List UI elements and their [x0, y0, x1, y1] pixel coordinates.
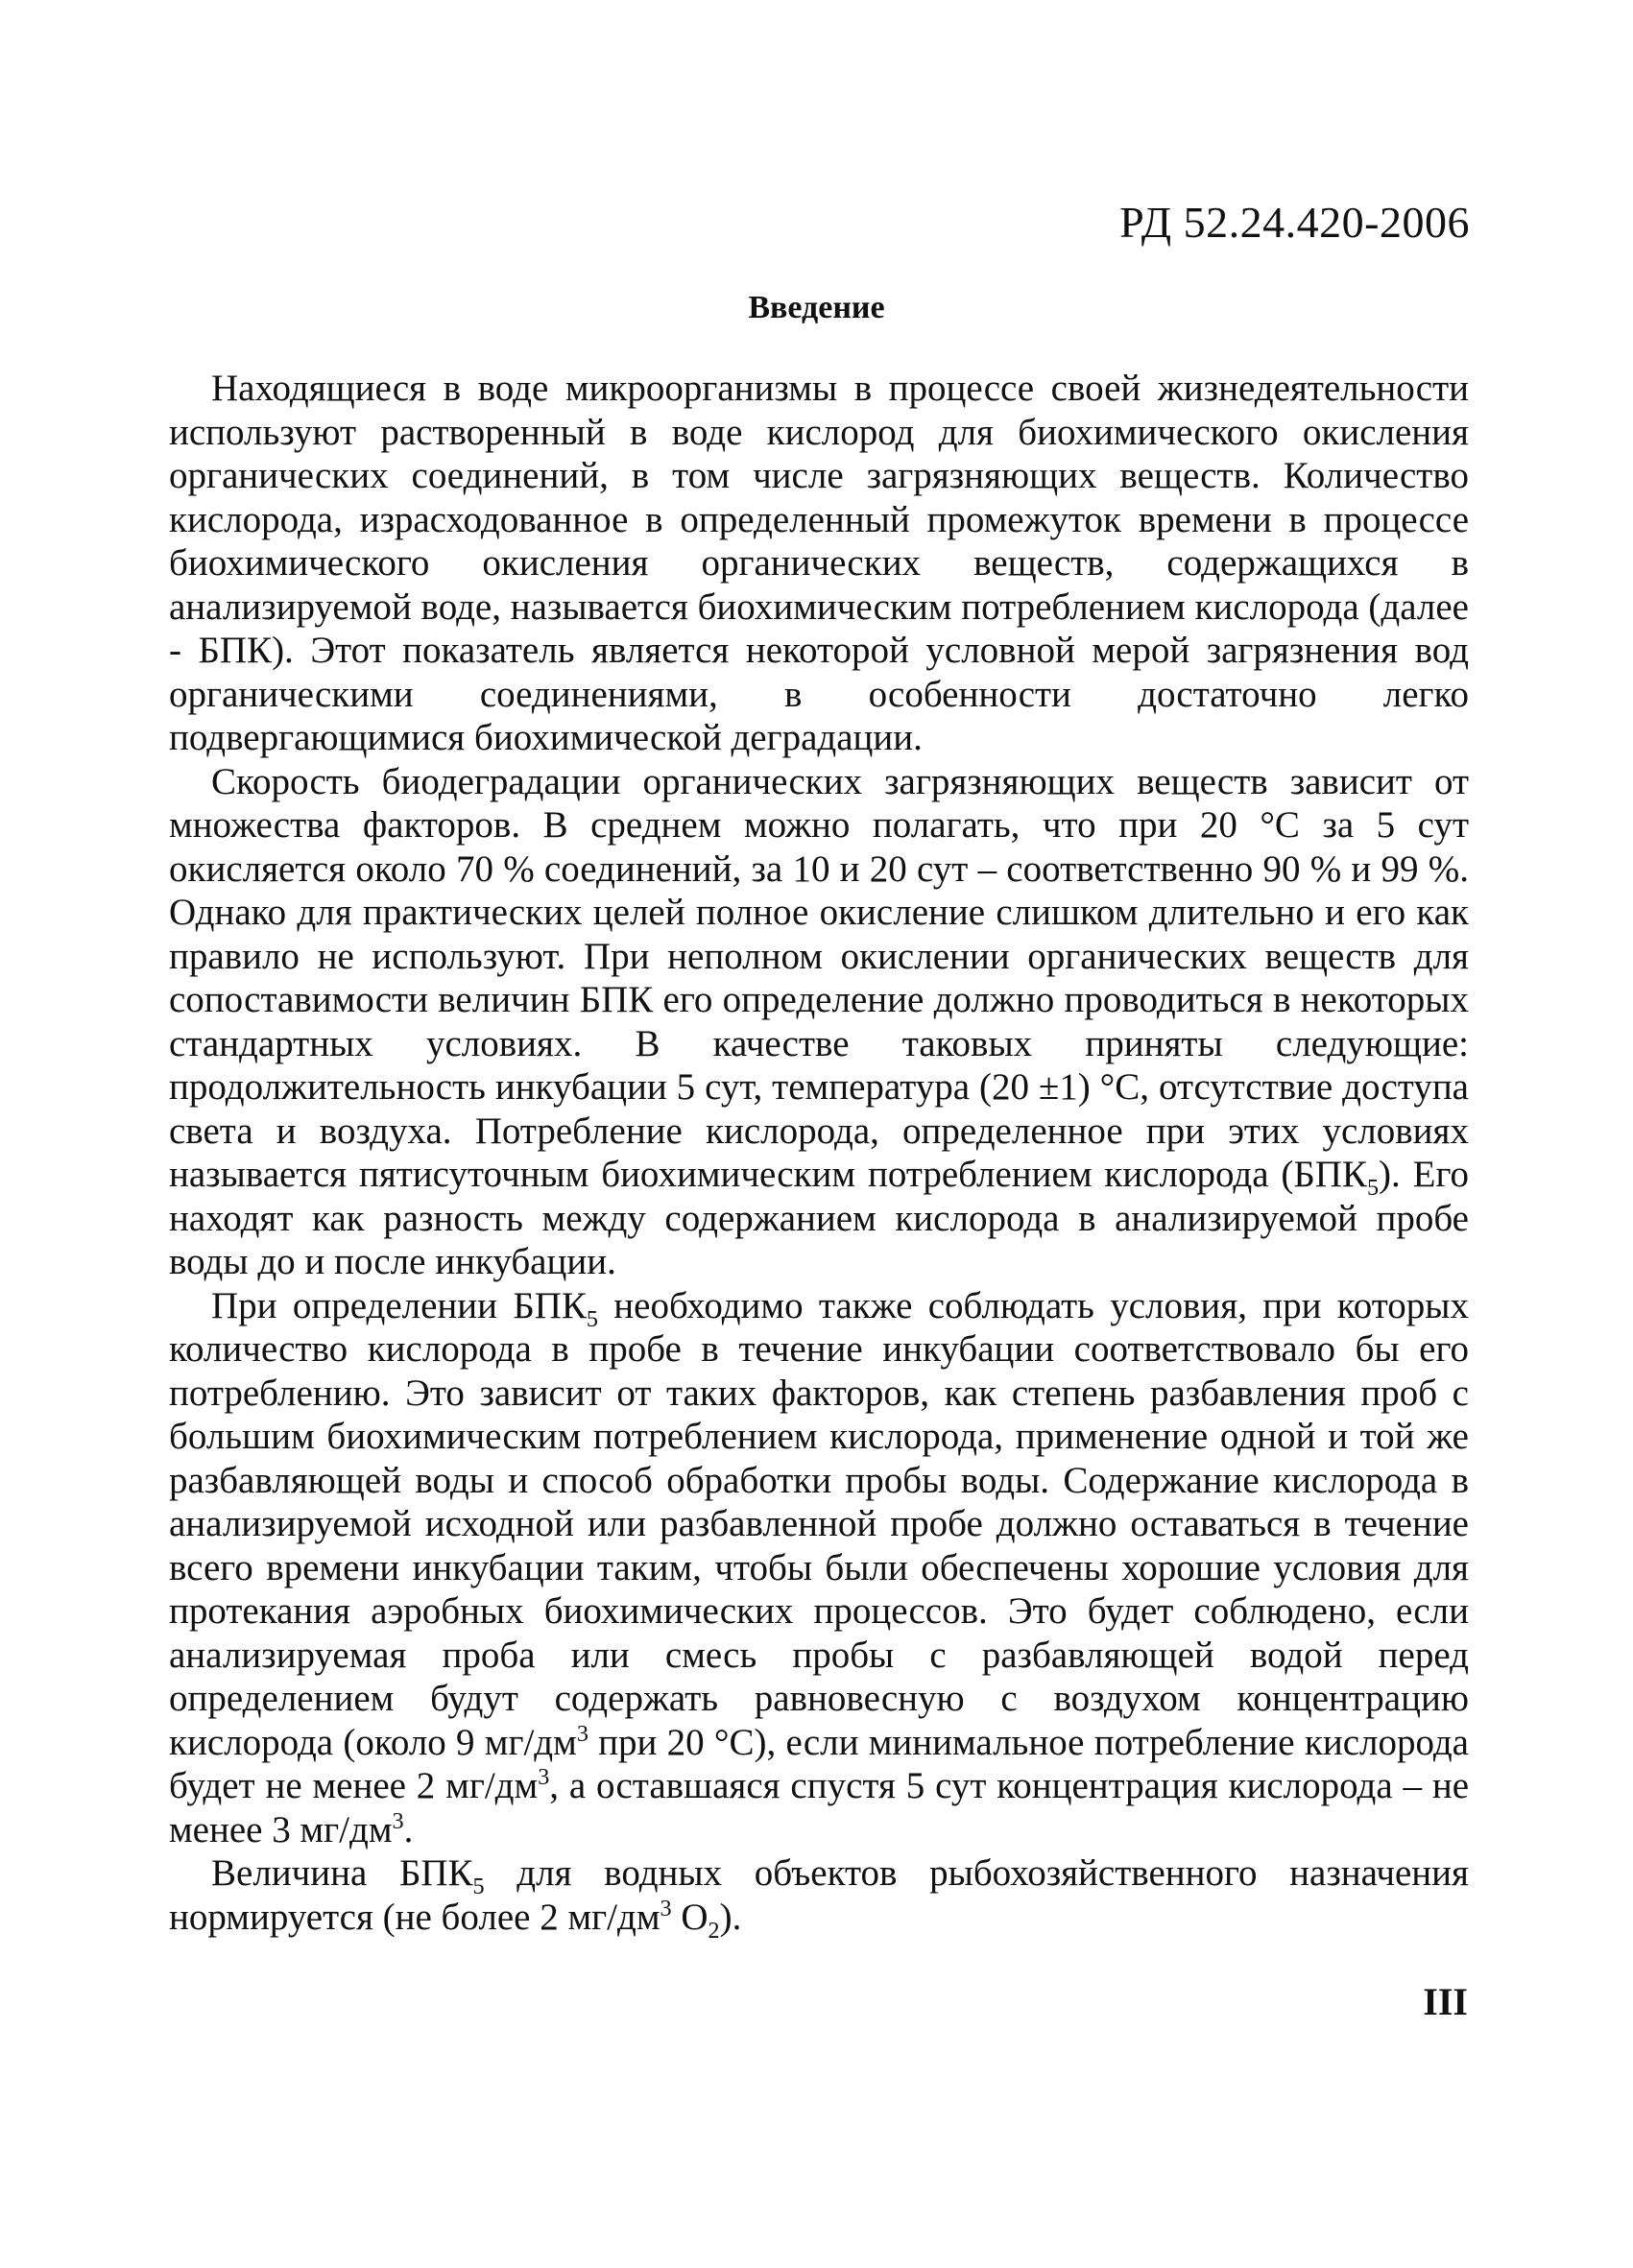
paragraph-3-text-c: при 20 °С), если минимальное потребление кислорода будет не менее 2 мг/дм — [169, 1721, 1469, 1806]
subscript-5: 5 — [586, 1305, 598, 1332]
paragraph-3-text-e: . — [403, 1808, 414, 1850]
superscript-3: 3 — [392, 1807, 404, 1834]
paragraph-2-text-b: ). Его находят как разность между содержанием кислорода в анализируемой пробе воды до и после инкубации. — [169, 1154, 1469, 1282]
paragraph-3 — [169, 1284, 1469, 1852]
page-number: III — [1423, 1980, 1468, 2023]
paragraph-4-text-b: для водных объектов рыбохозяйственного назначения нормируется (не более 2 мг/дм — [169, 1852, 1469, 1938]
paragraph-2-text-a: Скорость биодеградации органических загрязняющих веществ зависит от множества факторов. В среднем можно полагать, что при 20 °С за 5 сут окисляется около 70 % соединений, за 10 и 20 сут – соответственно 90 % и 99 %. Однако для практических целей полное окисление слишком длительно и его как правило не используют. При неполном окислении органических веществ для сопоставимости величин БПК его определение должно проводиться в некоторых стандартных условиях. В качестве таковых приняты следующие: продолжительность инкубации 5 сут, температура (20 ±1) °С, отсутствие доступа света и воздуха. Потребление кислорода, определенное при этих условиях называется пятисуточным биохимическим потреблением кислорода (БПК — [169, 760, 1469, 1195]
paragraph-3-text-d: , а оставшаяся спустя 5 сут концентрация кислорода – не менее 3 мг/дм — [169, 1765, 1469, 1850]
paragraph-4-text-a: Величина БПК — [211, 1852, 473, 1894]
paragraph-4 — [169, 1851, 1469, 1944]
superscript-3: 3 — [576, 1720, 588, 1747]
paragraph-3-text-b: необходимо также соблюдать условия, при которых количество кислорода в пробе в течение инкубации соответствовало бы его потреблению. Это зависит от таких факторов, как степень разбавления проб с большим биохимическим потреблением кислорода, применение одной и той же разбавляющей воды и способ обработки пробы воды. Содержание кислорода в анализируемой исходной или разбавленной пробе должно оставаться в течение всего времени инкубации таким, чтобы были обеспечены хорошие условия для протекания аэробных биохимических процессов. Это будет соблюдено, если анализируемая проба или смесь пробы с разбавляющей водой перед определением будут содержать равновесную с воздухом концентрацию кислорода (около 9 мг/дм — [169, 1284, 1469, 1763]
paragraph-4-text-d: ). — [719, 1896, 742, 1938]
subscript-5: 5 — [472, 1873, 485, 1899]
paragraph-2 — [169, 760, 1469, 1284]
paragraph-4-text-c: О — [671, 1896, 708, 1938]
paragraph-3-text-a: При определении БПК — [211, 1284, 587, 1326]
subscript-5: 5 — [1366, 1174, 1380, 1201]
section-heading: Введение — [748, 290, 885, 325]
superscript-3: 3 — [538, 1764, 550, 1790]
superscript-3: 3 — [660, 1895, 672, 1922]
paragraph-1-text: Находящиеся в воде микроорганизмы в процессе своей жизнедеятельности используют растворенный в воде кислород для биохимического окисления органических соединений, в том числе загрязняющих веществ. Количество кислорода, израсходованное в определенный промежуток времени в процессе биохимического окисления органических веществ, содержащихся в анализируемой воде, называется биохимическим потреблением кислорода (далее - БПК). Этот показатель является некоторой условной мерой загрязнения вод органическими соединениями, в особенности достаточно легко подвергающимися биохимической деградации. — [169, 368, 1469, 758]
body-text — [169, 367, 1469, 1944]
paragraph-1 — [169, 367, 1469, 760]
document-code: РД 52.24.420-2006 — [1119, 198, 1470, 247]
subscript-2: 2 — [708, 1917, 720, 1944]
